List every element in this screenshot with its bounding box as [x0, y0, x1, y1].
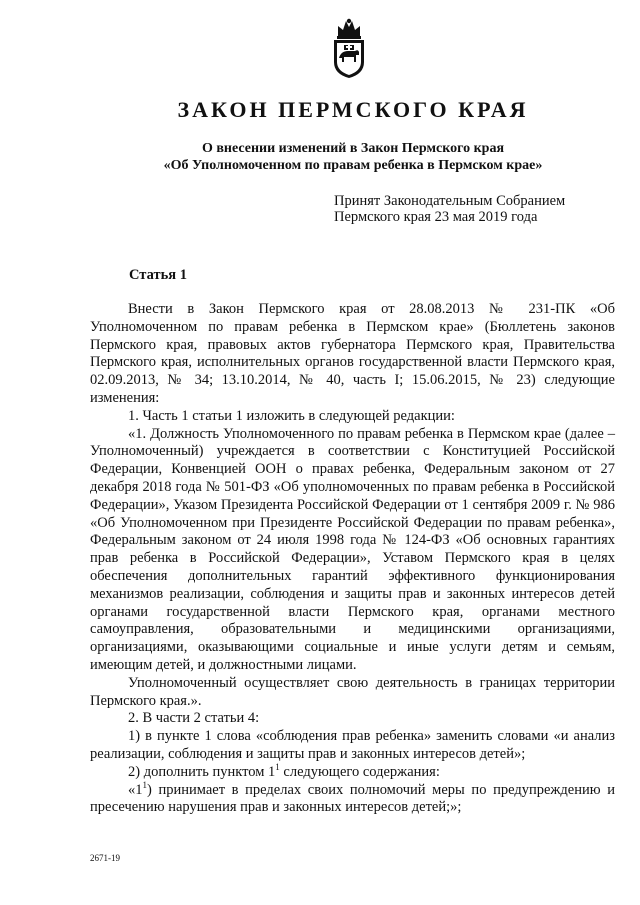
coat-of-arms-icon: [329, 18, 369, 80]
law-title: ЗАКОН ПЕРМСКОГО КРАЯ: [177, 97, 529, 122]
paragraph-7-text-end: следующего содержания:: [279, 763, 440, 780]
paragraph-7-text: 2) дополнить пунктом 1: [128, 763, 276, 780]
superscript: 1: [275, 761, 280, 772]
adoption-note: [334, 193, 614, 225]
paragraph-1: Внести в Закон Пермского края от 28.08.2013 № 231-ПК «Об Уполномоченном по правам ребенка в Пермском крае» (Бюллетень законов Пермского края, правовых актов губернатора Пермского края, Правительства Пермского края, исполнительных органов государственной власти Пермского края, 02.09.2013, № 34; 13.10.2014, № 40, часть I; 15.06.2015, № 23) следующие изменения:: [90, 301, 615, 406]
superscript: 1: [142, 779, 147, 790]
paragraph-7: [90, 761, 615, 782]
paragraph-8-text-end: ) принимает в пределах своих полномочий меры по предупреждению и пресечению нарушения прав и законных интересов детей;»;: [90, 781, 615, 816]
paragraph-4: Уполномоченный осуществляет свою деятельность в границах территории Пермского края.».: [90, 674, 615, 709]
paragraph-3: «1. Должность Уполномоченного по правам ребенка в Пермском крае (далее – Уполномоченный) учреждается в соответствии с Конституцией Российской Федерации, Конвенцией ООН о правах ребенка, Федеральным законом от 27 декабря 2018 года № 501-ФЗ «Об уполномоченных по правам ребенка в Российской Федерации», Указом Президента Российской Федерации от 1 сентября 2009 г. № 986 «Об Уполномоченном при Президенте Российской Федерации по правам ребенка», Федеральным законом от 24 июля 1998 года № 124-ФЗ «Об основных гарантиях прав ребенка в Российской Федерации», Уставом Пермского края в целях обеспечения дополнительных гарантий эффективного функционирования механизмов реализации, соблюдения и защиты прав и законных интересов детей органами государственной власти Пермского края, органами местного самоуправления, образовательными и медицинскими организациями, организациями, оказывающими социальные и иные услуги детям и семьям, имеющим детей, и должностными лицами.: [90, 425, 615, 673]
adoption-line-1: Принят Законодательным Собранием: [334, 193, 566, 209]
paragraph-5: 2. В части 2 статьи 4:: [128, 710, 260, 727]
paragraph-8-text: «1: [128, 781, 143, 798]
article-body: [90, 301, 615, 817]
article-heading: Статья 1: [129, 267, 187, 283]
adoption-line-2: Пермского края 23 мая 2019 года: [334, 209, 538, 225]
law-subtitle: [0, 140, 640, 174]
subtitle-line-1: О внесении изменений в Закон Пермского края: [201, 141, 505, 156]
subtitle-line-2: «Об Уполномоченном по правам ребенка в Пермском крае»: [163, 158, 543, 173]
paragraph-6: 1) в пункте 1 слова «соблюдения прав ребенка» заменить словами «и анализ реализации, соблюдения и защиты прав и законных интересов детей»;: [90, 728, 615, 762]
document-code: 2671-19: [90, 853, 120, 863]
paragraph-8: [90, 779, 615, 818]
paragraph-2: 1. Часть 1 статьи 1 изложить в следующей редакции:: [128, 407, 455, 424]
